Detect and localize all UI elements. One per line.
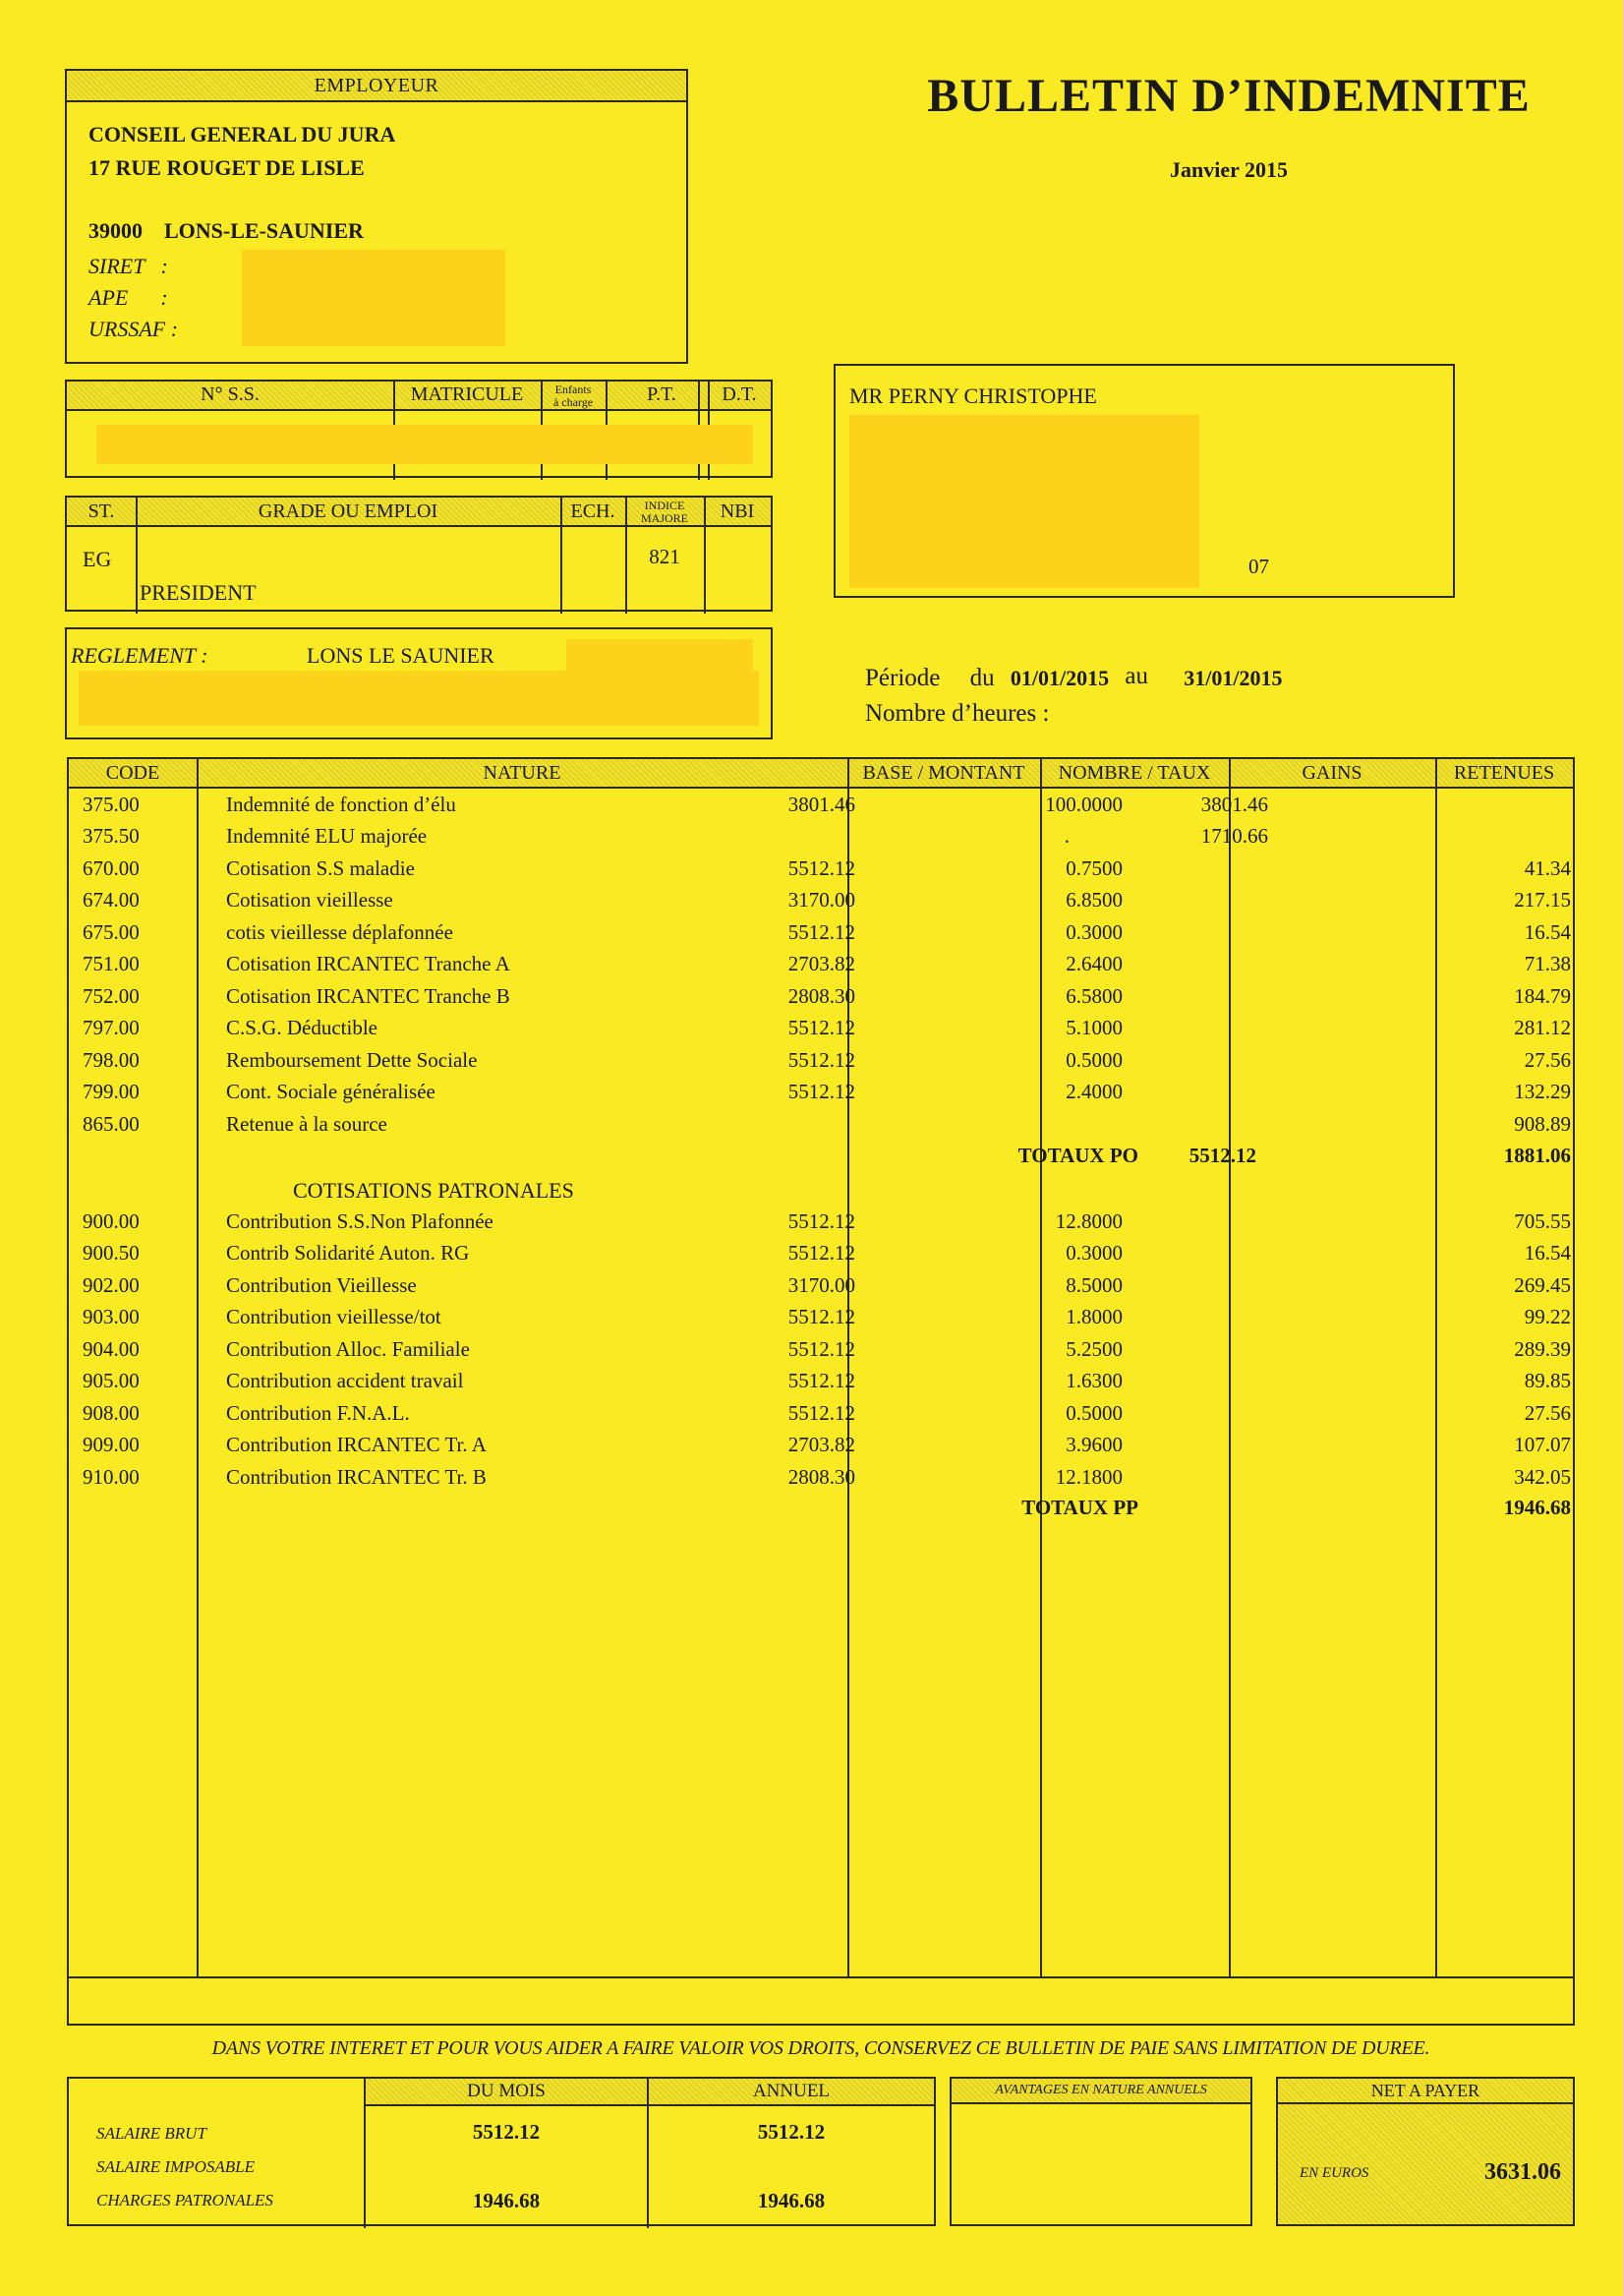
table-row <box>69 1080 1573 1111</box>
cell-nature: Contrib Solidarité Auton. RG <box>226 1241 470 1265</box>
cell-nature: Contribution Vieillesse <box>226 1273 417 1297</box>
avantages-box <box>950 2077 1252 2226</box>
cell-base: 5512.12 <box>787 1305 855 1328</box>
annuel-header: ANNUEL <box>752 2081 831 2101</box>
cell-gains: 1710.66 <box>1200 824 1268 848</box>
ids-header-dt: D.T. <box>722 383 757 405</box>
employee-name: MR PERNY CHRISTOPHE <box>849 383 1097 408</box>
salaire-imposable-label: SALAIRE IMPOSABLE <box>96 2157 255 2176</box>
cell-nature: Contribution accident travail <box>226 1369 464 1392</box>
th-retenues: RETENUES <box>1453 762 1555 784</box>
table-row <box>69 920 1573 952</box>
cell-retenues: 89.85 <box>1524 1369 1571 1392</box>
cell-nombre: 0.7500 <box>1066 856 1123 880</box>
cell-nombre: 5.1000 <box>1066 1016 1123 1039</box>
redacted-employer-ids <box>242 250 505 346</box>
cell-nature: Cotisation IRCANTEC Tranche B <box>226 984 510 1008</box>
table-footer-divider <box>69 1976 1573 1978</box>
cell-code: 674.00 <box>83 888 140 912</box>
periode-du: du <box>969 665 995 691</box>
cell-base: 5512.12 <box>787 1209 855 1233</box>
net-a-payer-value: 3631.06 <box>1484 2159 1561 2185</box>
table-row <box>69 1401 1573 1433</box>
salaire-brut-label: SALAIRE BRUT <box>96 2124 206 2143</box>
cell-nombre: 0.5000 <box>1066 1401 1123 1425</box>
cell-code: 670.00 <box>83 856 140 880</box>
cell-code: 900.50 <box>83 1241 140 1265</box>
grade-divider <box>560 498 562 614</box>
table-row <box>69 888 1573 919</box>
cell-nature: Indemnité de fonction d’élu <box>226 793 456 816</box>
cell-base: 3801.46 <box>787 793 855 816</box>
cell-code: 799.00 <box>83 1080 140 1103</box>
cell-nature: Contribution IRCANTEC Tr. B <box>226 1465 487 1489</box>
cell-base: 5512.12 <box>787 1241 855 1265</box>
ape-label: APE : <box>88 285 168 310</box>
table-row <box>69 952 1573 983</box>
cell-nombre: 5.2500 <box>1066 1337 1123 1361</box>
conservation-notice: DANS VOTRE INTERET ET POUR VOUS AIDER A FAIRE VALOIR VOS DROITS, CONSERVEZ CE BULLETIN DE PAIE SANS LIMITATION DE DUREE. <box>211 2037 1430 2059</box>
th-base: BASE / MONTANT <box>862 762 1025 784</box>
cell-nombre: 12.1800 <box>1055 1465 1123 1489</box>
cell-code: 908.00 <box>83 1401 140 1425</box>
employer-city: 39000 LONS-LE-SAUNIER <box>88 218 364 243</box>
table-row <box>69 1241 1573 1272</box>
cell-nombre: 8.5000 <box>1066 1273 1123 1297</box>
cell-nature: Cotisation vieillesse <box>226 888 393 912</box>
reglement-label: REGLEMENT : <box>71 643 208 668</box>
cell-code: 865.00 <box>83 1112 140 1136</box>
cell-base: 3170.00 <box>787 1273 855 1297</box>
cell-nature: Contribution vieillesse/tot <box>226 1305 441 1328</box>
table-row <box>69 1337 1573 1369</box>
table-row <box>69 824 1573 855</box>
cell-retenues: 41.34 <box>1524 856 1571 880</box>
charges-patronales-label: CHARGES PATRONALES <box>96 2191 273 2209</box>
charges-annuel: 1946.68 <box>757 2189 826 2212</box>
net-a-payer-box <box>1276 2077 1575 2226</box>
cell-nombre: 0.5000 <box>1066 1048 1123 1072</box>
cell-retenues: 71.38 <box>1524 952 1571 975</box>
cell-base: 2703.82 <box>787 952 855 975</box>
cell-base: 5512.12 <box>787 920 855 944</box>
cell-retenues: 27.56 <box>1524 1048 1571 1072</box>
hours-label: Nombre d’heures : <box>865 700 1050 727</box>
cell-nombre: 100.0000 <box>1045 793 1123 816</box>
grade-st-value: EG <box>83 547 112 571</box>
employer-name: CONSEIL GENERAL DU JURA <box>88 122 396 147</box>
redacted-address <box>849 415 1199 588</box>
cell-nombre: 12.8000 <box>1055 1209 1123 1233</box>
cell-nombre: 3.9600 <box>1066 1433 1123 1456</box>
th-nombre: NOMBRE / TAUX <box>1058 762 1211 784</box>
cell-nature: cotis vieillesse déplafonnée <box>226 920 453 944</box>
cell-code: 910.00 <box>83 1465 140 1489</box>
table-row <box>69 793 1573 824</box>
totaux-pp-retenues: 1946.68 <box>1503 1496 1571 1519</box>
cell-retenues: 107.07 <box>1514 1433 1571 1456</box>
cell-code: 751.00 <box>83 952 140 975</box>
employee-code: 07 <box>1248 555 1269 578</box>
grade-indice-value: 821 <box>649 545 680 568</box>
cell-retenues: 289.39 <box>1514 1337 1571 1361</box>
cell-base: 2808.30 <box>787 984 855 1008</box>
employer-address: 17 RUE ROUGET DE LISLE <box>88 155 365 180</box>
totaux-po-row <box>69 1144 1573 1175</box>
grade-header-indice-1: INDICE <box>644 499 685 512</box>
ids-header-matricule: MATRICULE <box>410 383 524 405</box>
totaux-pp-row <box>69 1496 1573 1527</box>
ids-header-enfants-2: à charge <box>552 395 594 409</box>
cell-retenues: 27.56 <box>1524 1401 1571 1425</box>
cell-base: 5512.12 <box>787 1080 855 1103</box>
cell-retenues: 705.55 <box>1514 1209 1571 1233</box>
du-mois-header: DU MOIS <box>467 2081 546 2101</box>
cell-base: 2808.30 <box>787 1465 855 1489</box>
periode-line <box>865 665 1282 692</box>
cell-nature: Contribution F.N.A.L. <box>226 1401 410 1425</box>
cell-nombre: 0.3000 <box>1066 920 1123 944</box>
cell-code: 752.00 <box>83 984 140 1008</box>
cell-nature: Cotisation IRCANTEC Tranche A <box>226 952 510 975</box>
cell-base: 5512.12 <box>787 1401 855 1425</box>
cell-retenues: 908.89 <box>1514 1112 1571 1136</box>
table-row <box>69 1465 1573 1497</box>
totaux-pp-label: TOTAUX PP <box>1021 1496 1138 1519</box>
cell-nature: C.S.G. Déductible <box>226 1016 377 1039</box>
cell-retenues: 184.79 <box>1514 984 1571 1008</box>
th-code: CODE <box>105 762 160 784</box>
table-row <box>69 1369 1573 1400</box>
grade-divider <box>136 498 138 614</box>
th-gains: GAINS <box>1302 762 1362 784</box>
cell-retenues: 281.12 <box>1514 1016 1571 1039</box>
cell-code: 909.00 <box>83 1433 140 1456</box>
grade-box <box>65 496 773 612</box>
patronales-title: COTISATIONS PATRONALES <box>293 1178 574 1203</box>
table-row <box>69 1016 1573 1047</box>
cell-code: 375.00 <box>83 793 140 816</box>
cell-retenues: 99.22 <box>1524 1305 1571 1328</box>
grade-header-indice-2: MAJORE <box>640 511 688 525</box>
cell-nombre: 2.6400 <box>1066 952 1123 975</box>
cell-base: 5512.12 <box>787 856 855 880</box>
cell-base: 5512.12 <box>787 1016 855 1039</box>
brut-annuel: 5512.12 <box>757 2120 826 2144</box>
siret-label: SIRET : <box>88 254 168 278</box>
cell-base: 5512.12 <box>787 1337 855 1361</box>
table-row <box>69 1048 1573 1080</box>
ids-header-ss: N° S.S. <box>201 383 260 405</box>
grade-grade-value: PRESIDENT <box>140 580 257 605</box>
cell-nombre: 1.6300 <box>1066 1369 1123 1392</box>
cell-base: 5512.12 <box>787 1048 855 1072</box>
cell-code: 675.00 <box>83 920 140 944</box>
cell-nature: Retenue à la source <box>226 1112 387 1136</box>
brut-du-mois: 5512.12 <box>472 2120 541 2144</box>
grade-header-nbi: NBI <box>720 500 755 522</box>
cell-code: 904.00 <box>83 1337 140 1361</box>
cell-code: 905.00 <box>83 1369 140 1392</box>
en-euros-label: EN EUROS <box>1300 2165 1369 2181</box>
cell-retenues: 16.54 <box>1524 920 1571 944</box>
cell-nombre: 1.8000 <box>1066 1305 1123 1328</box>
grade-header-st: ST. <box>87 500 115 522</box>
cell-base: 2703.82 <box>787 1433 855 1456</box>
table-row <box>69 1305 1573 1336</box>
ids-header-pt: P.T. <box>647 383 676 405</box>
table-row <box>69 1112 1573 1144</box>
summary-box <box>67 2077 936 2226</box>
ids-box <box>65 380 773 478</box>
periode-end: 31/01/2015 <box>1184 666 1283 690</box>
ids-header-enfants-1: Enfants <box>554 383 592 396</box>
cell-retenues: 269.45 <box>1514 1273 1571 1297</box>
cell-nature: Remboursement Dette Sociale <box>226 1048 478 1072</box>
cell-retenues: 217.15 <box>1514 888 1571 912</box>
cell-nombre: 0.3000 <box>1066 1241 1123 1265</box>
charges-du-mois: 1946.68 <box>472 2189 541 2212</box>
cell-code: 797.00 <box>83 1016 140 1039</box>
th-nature: NATURE <box>483 762 561 784</box>
document-title: BULLETIN D’INDEMNITE <box>927 70 1531 122</box>
totaux-po-label: TOTAUX PO <box>1017 1144 1138 1167</box>
cell-nombre: 6.5800 <box>1066 984 1123 1008</box>
cell-base: 3170.00 <box>787 888 855 912</box>
document-month: Janvier 2015 <box>1170 157 1288 182</box>
cell-base: 5512.12 <box>787 1369 855 1392</box>
avantages-header: AVANTAGES EN NATURE ANNUELS <box>952 2079 1250 2104</box>
redacted-reglement-2 <box>566 639 753 673</box>
cell-nature: Contribution Alloc. Familiale <box>226 1337 470 1361</box>
cell-nombre: 6.8500 <box>1066 888 1123 912</box>
redacted-ids <box>96 425 753 464</box>
cell-nombre: . <box>1064 824 1070 848</box>
cell-retenues: 342.05 <box>1514 1465 1571 1489</box>
cell-code: 902.00 <box>83 1273 140 1297</box>
grade-header-grade: GRADE OU EMPLOI <box>258 500 438 522</box>
cell-code: 903.00 <box>83 1305 140 1328</box>
cell-nature: Cont. Sociale généralisée <box>226 1080 435 1103</box>
table-row <box>69 1273 1573 1305</box>
table-row <box>69 1433 1573 1464</box>
employer-header: EMPLOYEUR <box>67 71 686 102</box>
cell-gains: 3801.46 <box>1200 793 1268 816</box>
cell-code: 900.00 <box>83 1209 140 1233</box>
cell-nature: Cotisation S.S maladie <box>226 856 415 880</box>
employee-box <box>834 364 1455 598</box>
totaux-po-gains: 5512.12 <box>1188 1144 1256 1167</box>
grade-divider <box>704 498 706 614</box>
table-row <box>69 984 1573 1016</box>
urssaf-label: URSSAF : <box>88 317 179 341</box>
periode-label: Période <box>865 665 941 691</box>
grade-header-ech: ECH. <box>570 500 615 522</box>
table-row <box>69 856 1573 888</box>
cell-code: 375.50 <box>83 824 140 848</box>
table-row <box>69 1209 1573 1241</box>
redacted-reglement <box>79 671 759 726</box>
cell-retenues: 132.29 <box>1514 1080 1571 1103</box>
net-header: NET A PAYER <box>1278 2079 1573 2104</box>
cell-nature: Contribution IRCANTEC Tr. A <box>226 1433 487 1456</box>
periode-start: 01/01/2015 <box>1010 666 1110 690</box>
reglement-box <box>65 627 773 739</box>
periode-au: au <box>1125 663 1148 689</box>
totaux-po-retenues: 1881.06 <box>1503 1144 1571 1167</box>
cell-nombre: 2.4000 <box>1066 1080 1123 1103</box>
cell-nature: Contribution S.S.Non Plafonnée <box>226 1209 493 1233</box>
reglement-value: LONS LE SAUNIER <box>307 643 494 668</box>
employer-box <box>65 69 688 364</box>
cell-retenues: 16.54 <box>1524 1241 1571 1265</box>
cell-code: 798.00 <box>83 1048 140 1072</box>
cell-nature: Indemnité ELU majorée <box>226 824 428 848</box>
